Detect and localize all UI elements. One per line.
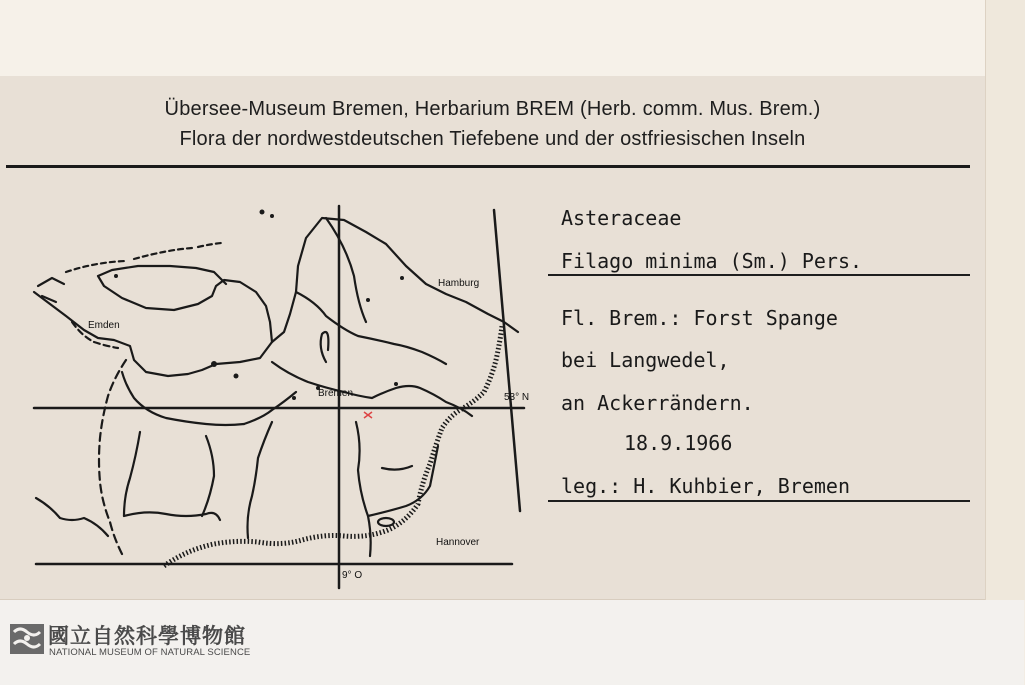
museum-name-chinese: 國立自然科學博物館 (48, 624, 246, 648)
map-coastline (34, 266, 272, 376)
name-divider (548, 274, 970, 276)
map-river (202, 436, 214, 516)
locality-line-1: Fl. Brem.: Forst Spange (561, 306, 838, 330)
map-lake (378, 518, 394, 526)
specimen-name: Filago minima (Sm.) Pers. (561, 249, 863, 273)
label-header-institution: Übersee-Museum Bremen, Herbarium BREM (Herb. comm. Mus. Brem.) (164, 98, 821, 120)
map-dot (366, 298, 370, 302)
map-dot (270, 214, 274, 218)
bottom-divider (548, 500, 970, 502)
herbarium-sheet-top (0, 0, 1024, 80)
specimen-family: Asteraceae (561, 206, 682, 230)
herbarium-sheet-edge (985, 0, 1025, 600)
map-dot (292, 396, 296, 400)
map-elbe (272, 218, 518, 342)
map-label-hamburg: Hamburg (438, 278, 480, 289)
collector: leg.: H. Kuhbier, Bremen (561, 474, 850, 498)
map-label-hannover: Hannover (436, 537, 480, 548)
map-river (124, 512, 220, 520)
map-label-latitude: 53° N (504, 392, 530, 403)
label-header-flora: Flora der nordwestdeutschen Tiefebene und der ostfriesischen Inseln (179, 128, 806, 150)
map-river (296, 292, 446, 364)
map-river (321, 332, 329, 362)
map-dot (211, 361, 217, 367)
map-river (382, 466, 412, 470)
map-state-border (99, 360, 126, 554)
map-dot (234, 374, 239, 379)
map-dot (394, 382, 398, 386)
map-dot (114, 274, 118, 278)
locality-line-3: an Ackerrändern. (561, 391, 754, 415)
map-label-longitude: 9° O (342, 570, 363, 581)
map-label-bremen: Bremen (318, 388, 354, 399)
map-dot (260, 210, 265, 215)
map-river (124, 432, 140, 516)
map-river (248, 422, 273, 538)
map-label-emden: Emden (88, 320, 120, 331)
map-river (122, 372, 244, 425)
map-river (368, 446, 438, 516)
collection-date: 18.9.1966 (624, 431, 733, 455)
museum-logo-icon (10, 624, 44, 654)
museum-name-english: NATIONAL MUSEUM OF NATURAL SCIENCE (49, 647, 251, 658)
distribution-map (26, 126, 530, 591)
map-river (36, 498, 108, 536)
map-river (326, 218, 366, 322)
map-dot (400, 276, 404, 280)
locality-line-2: bei Langwedel, (561, 348, 730, 372)
